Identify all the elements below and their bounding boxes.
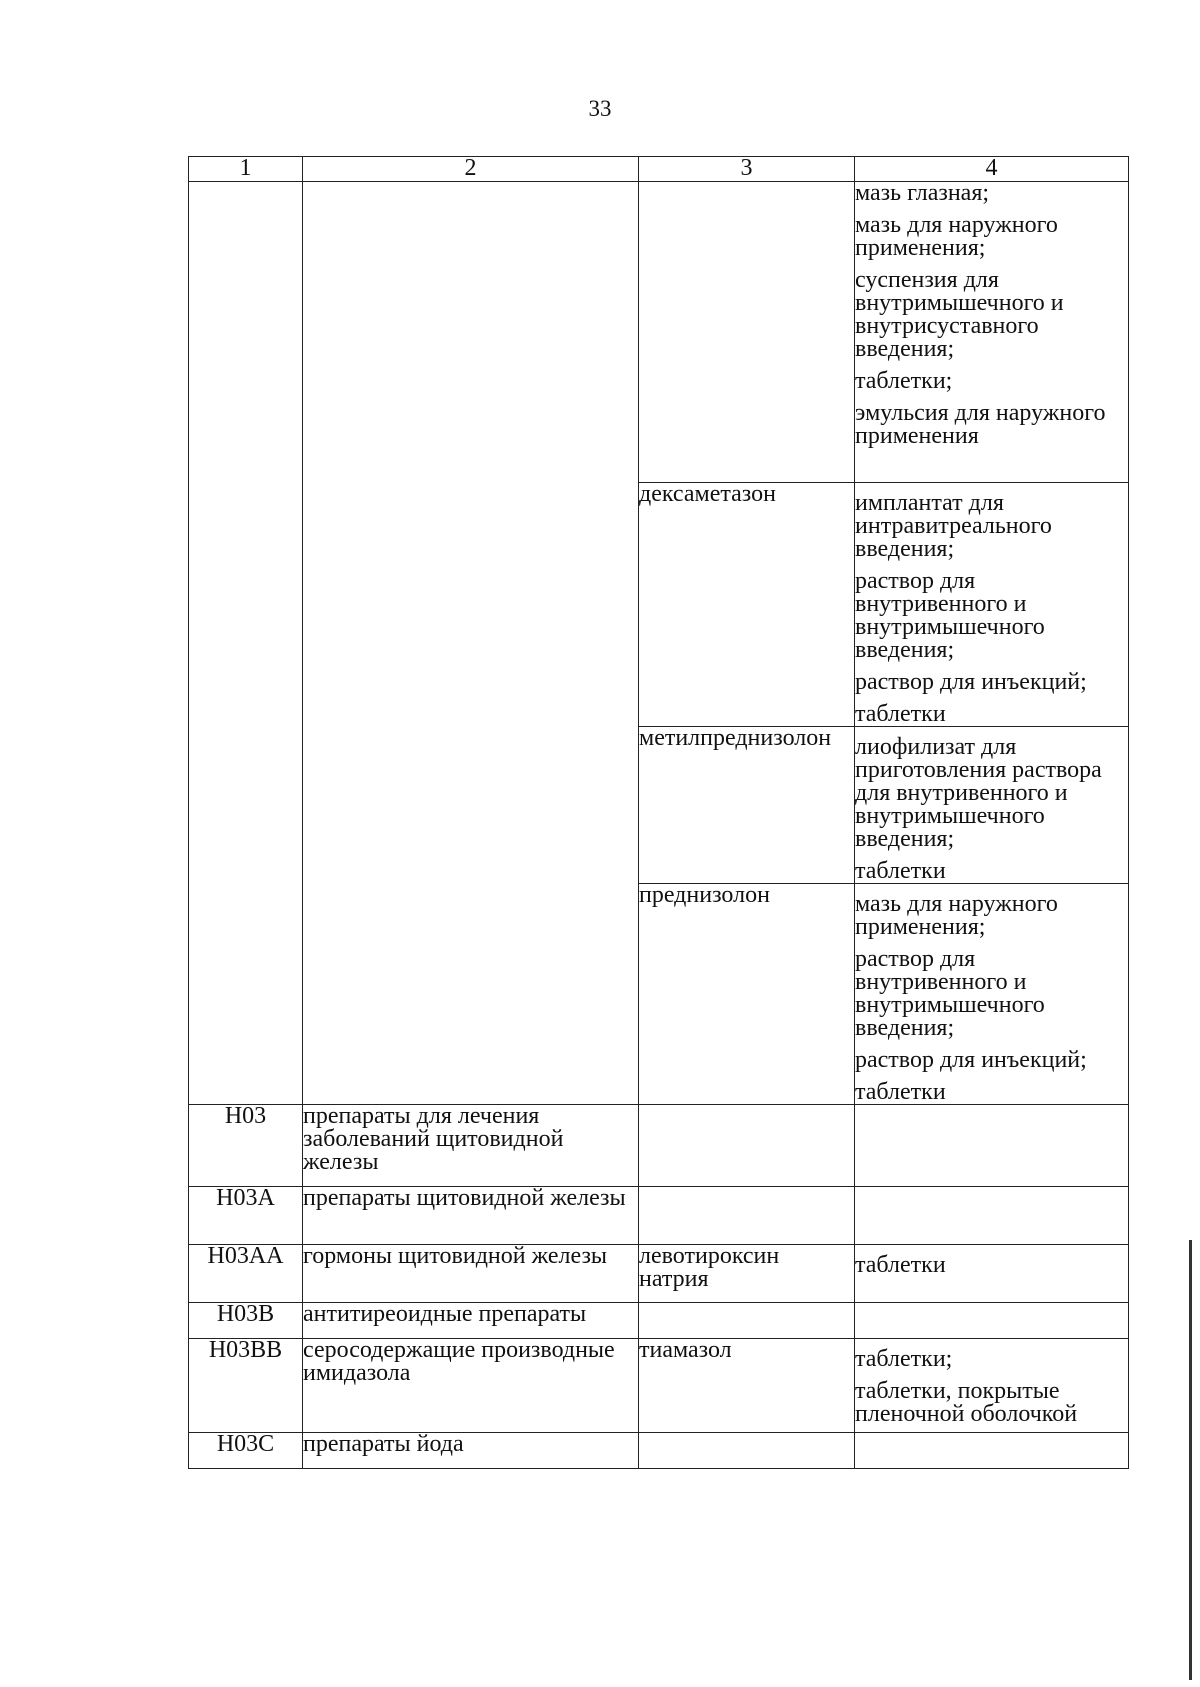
drug-table [188, 156, 1129, 1469]
forms-cell [855, 182, 1129, 483]
drug-name [639, 1187, 855, 1245]
dosage-form: таблетки; [855, 368, 953, 394]
column-header: 2 [303, 157, 639, 182]
dosage-form: мазь глазная; [855, 180, 990, 206]
group-name: препараты щитовидной железы [303, 1187, 639, 1245]
drug-name [639, 1105, 855, 1187]
atc-code: H03C [189, 1433, 303, 1469]
dosage-form: раствор для внутривенного и внутримышечного введения; [855, 568, 1045, 663]
drug-name: метилпреднизолон [639, 727, 855, 884]
header-row [189, 157, 1129, 182]
dosage-form: суспензия для внутримышечного и внутрисуставного введения; [855, 267, 1064, 362]
column-header: 1 [189, 157, 303, 182]
forms-cell [855, 483, 1129, 727]
table-row [189, 1433, 1129, 1469]
forms-cell [855, 727, 1129, 884]
drug-name [639, 1433, 855, 1469]
group-name: гормоны щитовидной железы [303, 1245, 639, 1303]
table-row [189, 1245, 1129, 1303]
forms-cell [855, 1245, 1129, 1303]
dosage-form: раствор для инъекций; [855, 1047, 1087, 1073]
atc-code: H03AA [189, 1245, 303, 1303]
forms-cell [855, 1105, 1129, 1187]
drug-name [639, 1303, 855, 1339]
column-header: 3 [639, 157, 855, 182]
atc-code: H03BB [189, 1339, 303, 1433]
drug-name: преднизолон [639, 884, 855, 1105]
drug-name: тиамазол [639, 1339, 855, 1433]
page-number: 33 [588, 96, 612, 121]
column-header: 4 [855, 157, 1129, 182]
atc-code: H03 [189, 1105, 303, 1187]
group-name: антитиреоидные препараты [303, 1303, 639, 1339]
dosage-form: таблетки [855, 1079, 946, 1105]
dosage-form: эмульсия для наружного применения [855, 400, 1106, 449]
dosage-form: раствор для внутривенного и внутримышечного введения; [855, 946, 1045, 1041]
dosage-form: мазь для наружного применения; [855, 891, 1058, 940]
scan-edge-line [1189, 1240, 1192, 1680]
forms-cell [855, 884, 1129, 1105]
table-row [189, 1339, 1129, 1433]
dosage-form: таблетки [855, 858, 946, 884]
atc-code: H03A [189, 1187, 303, 1245]
forms-cell [855, 1433, 1129, 1469]
forms-cell [855, 1339, 1129, 1433]
table-row [189, 1187, 1129, 1245]
table-row [189, 182, 1129, 483]
dosage-form: лиофилизат для приготовления раствора для внутривенного и внутримышечного введения; [855, 734, 1102, 852]
dosage-form: раствор для инъекций; [855, 669, 1087, 695]
group-name: серосодержащие производные имидазола [303, 1339, 639, 1433]
atc-code: H03B [189, 1303, 303, 1339]
group-name: препараты для лечения заболеваний щитовидной железы [303, 1105, 639, 1187]
table-row [189, 1303, 1129, 1339]
drug-name: дексаметазон [639, 483, 855, 727]
dosage-form: таблетки [855, 1252, 946, 1278]
drug-cell [639, 182, 855, 483]
table-row [189, 1105, 1129, 1187]
drug-name: левотироксин натрия [639, 1245, 855, 1303]
group-name: препараты йода [303, 1433, 639, 1469]
dosage-form: мазь для наружного применения; [855, 212, 1058, 261]
dosage-form: таблетки, покрытые пленочной оболочкой [855, 1378, 1078, 1427]
dosage-form: таблетки [855, 701, 946, 727]
group-name-cell [303, 182, 639, 1105]
dosage-form: таблетки; [855, 1346, 953, 1372]
forms-cell [855, 1303, 1129, 1339]
dosage-form: имплантат для интравитреального введения; [855, 490, 1052, 562]
forms-cell [855, 1187, 1129, 1245]
code-cell [189, 182, 303, 1105]
